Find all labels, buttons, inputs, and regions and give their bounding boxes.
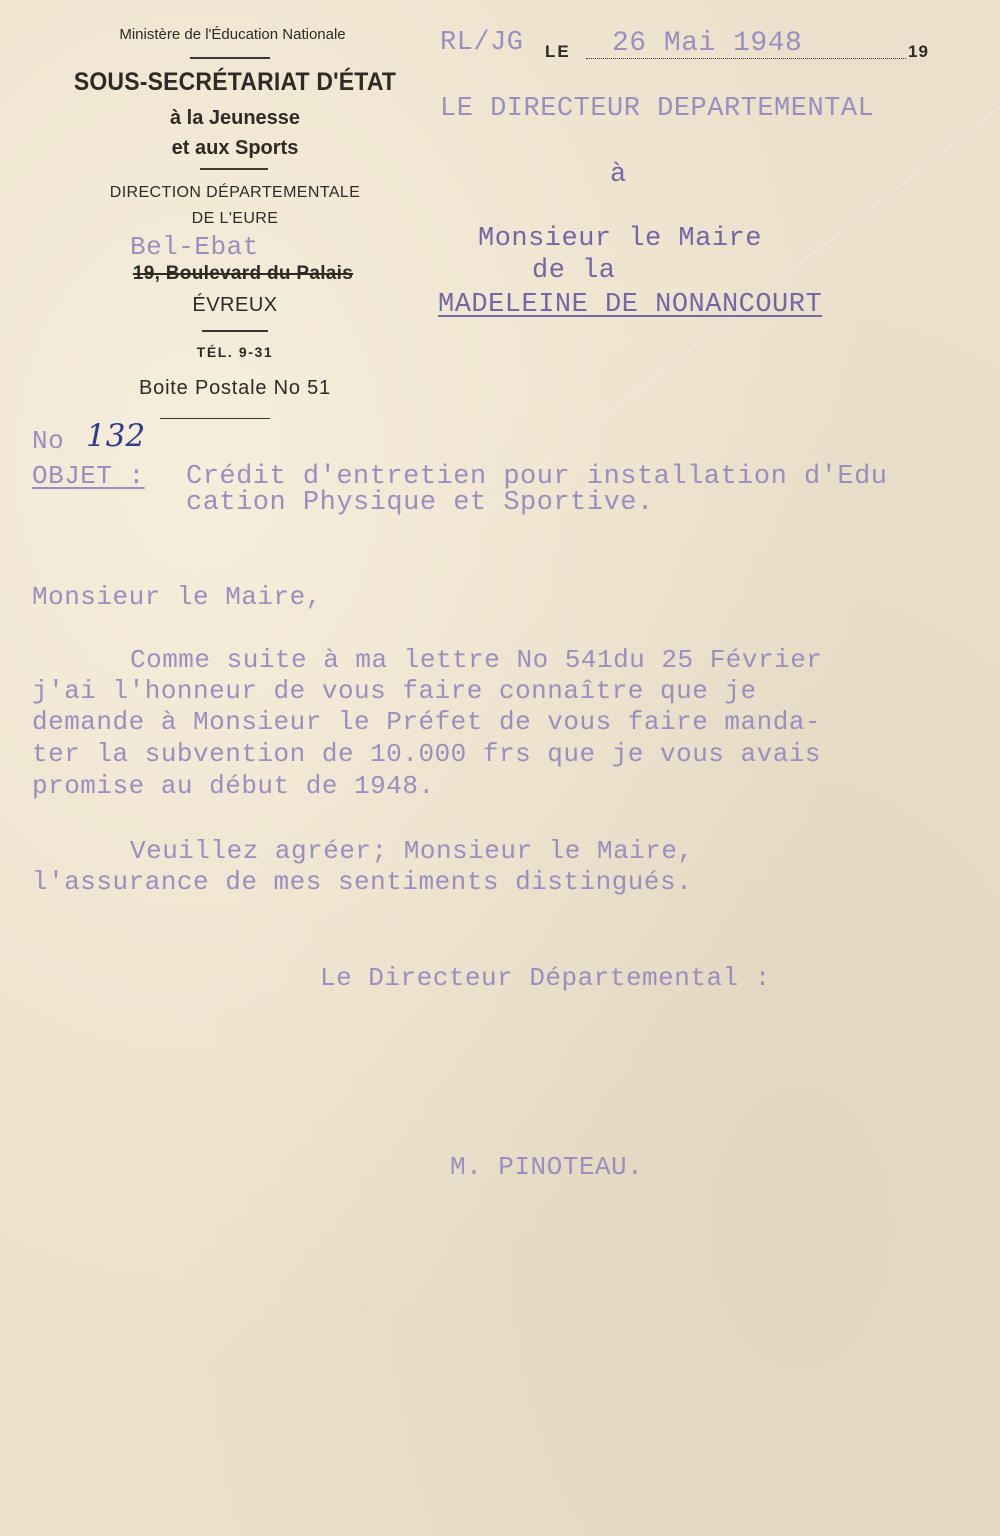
ministry-name: Ministère de l'Éducation Nationale (119, 26, 346, 43)
closing-line: Veuillez agréer; Monsieur le Maire, (130, 836, 694, 866)
direction-line1: DIRECTION DÉPARTEMENTALE (109, 184, 361, 201)
phone-number: TÉL. 9-31 (196, 344, 274, 360)
direction-line2: DE L'EURE (191, 210, 279, 227)
old-address-struck: 19, Boulevard du Palais (132, 263, 354, 284)
salutation: Monsieur le Maire, (32, 582, 322, 612)
number-label: No (32, 426, 65, 456)
letterhead-divider (160, 418, 270, 419)
sender-title: LE DIRECTEUR DEPARTEMENTAL (440, 94, 875, 124)
recipient-commune: MADELEINE DE NONANCOURT (438, 290, 823, 320)
signature-title: Le Directeur Départemental : (320, 963, 771, 993)
body-line: demande à Monsieur le Préfet de vous faire manda- (32, 707, 822, 737)
subsecretariat-title: SOUS-SECRÉTARIAT D'ÉTAT (73, 68, 397, 96)
city-name: ÉVREUX (192, 294, 278, 316)
po-box: Boite Postale No 51 (139, 377, 331, 399)
date-le-label: LE (545, 42, 571, 61)
recipient-line2: de la (532, 256, 616, 286)
signature-name: M. PINOTEAU. (450, 1152, 644, 1182)
typed-new-street: Bel-Ebat (130, 232, 259, 262)
reference-initials: RL/JG (440, 28, 524, 58)
object-line2: cation Physique et Sportive. (186, 488, 654, 518)
date-year-prefix: 19 (908, 42, 929, 61)
letterhead-divider (200, 168, 268, 170)
handwritten-number: 132 (86, 418, 146, 454)
youth-sports-line1: à la Jeunesse (169, 107, 301, 129)
body-line: promise au début de 1948. (32, 771, 435, 801)
closing-line: l'assurance de mes sentiments distingués. (32, 867, 693, 897)
object-label: OBJET : (32, 461, 145, 491)
to-word: à (610, 160, 627, 190)
youth-sports-line2: et aux Sports (171, 137, 299, 159)
object-line1: Crédit d'entretien pour installation d'Edu (186, 462, 888, 492)
recipient-line1: Monsieur le Maire (478, 224, 762, 254)
letterhead-divider (190, 57, 270, 59)
body-line: ter la subvention de 10.000 frs que je vous avais (32, 739, 822, 769)
body-line: Comme suite à ma lettre No 541du 25 Février (130, 645, 823, 675)
body-line: j'ai l'honneur de vous faire connaître que je (32, 676, 757, 706)
letter-date: 26 Mai 1948 (612, 28, 803, 59)
letterhead-divider (202, 330, 268, 332)
